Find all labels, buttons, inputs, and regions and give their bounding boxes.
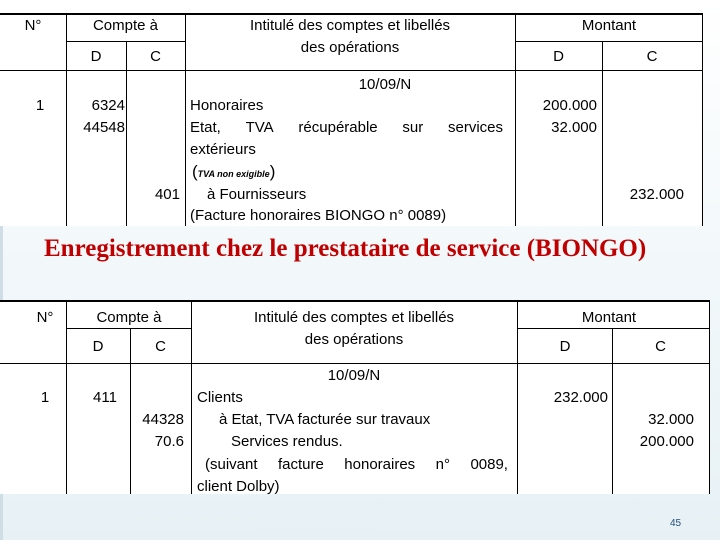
header-montant: Montant bbox=[581, 17, 637, 34]
header-compte-c: C bbox=[155, 338, 166, 355]
header-compte-d: D bbox=[92, 338, 104, 355]
label-word: facture bbox=[277, 456, 324, 473]
debit-amount: 32.000 bbox=[551, 119, 597, 136]
credit-account: 401 bbox=[154, 186, 180, 203]
credit-account: 44328 bbox=[142, 411, 184, 428]
header-compte: Compte à bbox=[96, 309, 162, 326]
debit-account: 411 bbox=[93, 389, 117, 406]
label-exterieurs: extérieurs bbox=[190, 141, 256, 158]
label-word: Etat, bbox=[190, 119, 221, 136]
montant-subheader-line bbox=[515, 41, 703, 42]
label-suivant-justified bbox=[205, 454, 508, 476]
label-client: client Dolby) bbox=[197, 478, 280, 495]
credit-account: 70.6 bbox=[154, 433, 184, 450]
table-border-top bbox=[0, 300, 710, 302]
tva-non-exigible: TVA non exigible bbox=[197, 169, 270, 179]
label-word: honoraires bbox=[344, 456, 416, 473]
label-word: (suivant bbox=[205, 456, 258, 473]
header-intitule-line2: des opérations bbox=[300, 39, 400, 56]
page-number: 45 bbox=[670, 518, 682, 529]
label-honoraires: Honoraires bbox=[190, 97, 264, 114]
header-montant-c: C bbox=[646, 48, 658, 65]
column-divider bbox=[702, 13, 703, 226]
entry-number: 1 bbox=[40, 389, 50, 406]
paren-open: ( bbox=[192, 162, 198, 181]
header-compte-d: D bbox=[90, 48, 102, 65]
label-word: TVA bbox=[245, 119, 274, 136]
journal-table-prestataire bbox=[0, 300, 710, 494]
journal-table-client bbox=[0, 0, 703, 226]
debit-amount: 200.000 bbox=[542, 97, 597, 114]
header-intitule-line2: des opérations bbox=[304, 331, 404, 348]
credit-amount: 32.000 bbox=[648, 411, 694, 428]
header-intitule-line1: Intitulé des comptes et libellés bbox=[249, 17, 451, 34]
header-separator bbox=[0, 70, 703, 71]
label-word: services bbox=[447, 119, 503, 136]
credit-amount: 200.000 bbox=[639, 433, 694, 450]
entry-number: 1 bbox=[35, 97, 45, 114]
credit-amount: 232.000 bbox=[629, 186, 684, 203]
header-montant: Montant bbox=[581, 309, 637, 326]
entry-date: 10/09/N bbox=[327, 367, 381, 384]
header-separator bbox=[0, 363, 710, 364]
header-montant-d: D bbox=[553, 48, 564, 65]
header-no: N° bbox=[36, 309, 54, 326]
label-word: sur bbox=[402, 119, 424, 136]
header-compte: Compte à bbox=[92, 17, 159, 34]
debit-account: 6324 bbox=[91, 97, 125, 114]
label-services: Services rendus. bbox=[231, 433, 343, 450]
label-word: 0089, bbox=[470, 456, 508, 473]
section-title: Enregistrement chez le prestataire de service (BIONGO) bbox=[44, 235, 647, 262]
label-etat: à Etat, TVA facturée sur travaux bbox=[219, 411, 431, 428]
column-divider bbox=[709, 300, 710, 494]
paren-close: ) bbox=[269, 162, 276, 181]
label-word: n° bbox=[435, 456, 450, 473]
header-montant-c: C bbox=[655, 338, 666, 355]
label-tva-justified bbox=[190, 117, 503, 139]
label-clients: Clients bbox=[197, 389, 243, 406]
header-no: N° bbox=[24, 17, 42, 34]
label-facture: (Facture honoraires BIONGO n° 0089) bbox=[190, 207, 447, 224]
label-tva-note bbox=[192, 161, 275, 185]
debit-amount: 232.000 bbox=[553, 389, 608, 406]
debit-account: 44548 bbox=[83, 119, 125, 136]
label-word: récupérable bbox=[298, 119, 378, 136]
label-fournisseurs: à Fournisseurs bbox=[207, 186, 307, 203]
entry-date: 10/09/N bbox=[358, 76, 412, 93]
header-montant-d: D bbox=[559, 338, 571, 355]
header-compte-c: C bbox=[150, 48, 161, 65]
header-intitule-line1: Intitulé des comptes et libellés bbox=[253, 309, 455, 326]
